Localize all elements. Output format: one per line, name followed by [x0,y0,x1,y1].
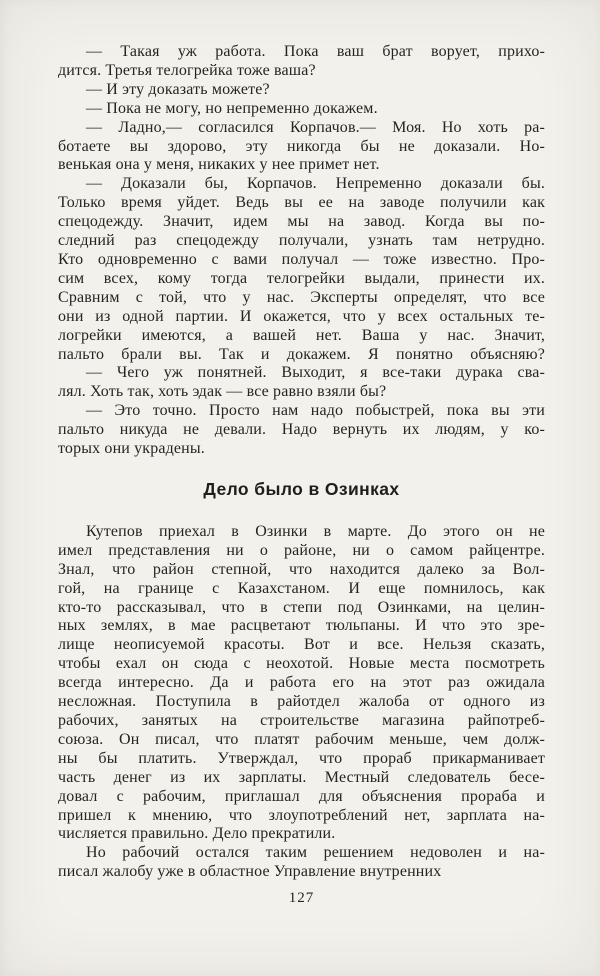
text-line: сим всех, кому тогда телогрейки выдали, принести их. [58,269,545,287]
text-line: лище неописуемой красоты. Вот и все. Нельзя сказать, [58,636,545,654]
text-line: спецодежду. Значит, идем мы на завод. Когда вы по- [58,213,545,231]
text-line: пришел к мнению, что злоупотреблений нет, зарплата на- [58,806,545,824]
text-line: имел представления ни о районе, ни о самом райцентре. [58,541,545,559]
paragraph [58,364,545,402]
text-line: кто-то рассказывал, что в степи под Озинками, на целин- [58,598,545,616]
story-block [58,523,545,882]
paragraph [58,523,545,844]
text-line: — Ладно,— согласился Корпачов.— Моя. Но хоть ра- [86,118,545,136]
paragraph [58,100,545,119]
text-line: — Такая уж работа. Пока ваш брат ворует, прихо- [86,43,545,60]
paragraph [58,402,545,459]
text-line: пальто никуда не девали. Надо вернуть их людям, у ко- [58,421,545,439]
text-line: лял. Хоть так, хоть эдак — все равно взяли бы? [58,383,387,401]
text-line: пальто брали вы. Так и докажем. Я понятно объясняю? [58,345,545,363]
text-line: числяется правильно. Дело прекратили. [58,825,336,843]
text-line: логрейки имеются, а вашей нет. Ваша у нас. Значит, [58,326,545,344]
text-line: всегда интересно. Да и работа его на этот раз ожидала [58,674,545,692]
text-line: венькая она у меня, никаких у нее примет нет. [58,156,380,174]
text-line: писал жалобу уже в областное Управление внутренних [58,863,442,881]
text-line: Но рабочий остался таким решением недоволен и на- [86,844,545,862]
text-line: — Чего уж понятней. Выходит, я все-таки дурака сва- [86,364,545,382]
text-line: Кутепов приехал в Озинки в марте. До этого он не [86,522,545,540]
paragraph [58,43,545,81]
text-line: дится. Третья телогрейка тоже ваша? [58,61,316,79]
text-line: несложная. Поступила в райотдел жалоба от одного из [58,693,545,711]
text-line: они из одной партии. И окажется, что у всех остальных те- [58,307,545,325]
text-line: следний раз спецодежду получали, узнать там нетрудно. [58,232,545,250]
text-line: союза. Он писал, что платят рабочим меньше, чем долж- [58,730,545,748]
text-line: — Пока не могу, но непременно докажем. [86,99,378,117]
text-line: чтобы ехал он сюда с неохотой. Новые места посмотреть [58,655,545,673]
text-line: Только время уйдет. Ведь вы ее на заводе получили как [58,194,545,212]
text-line: — Доказали бы, Корпачов. Непременно доказали бы. [86,175,545,193]
text-line: — И эту доказать можете? [86,80,270,98]
text-line: Кто одновременно с вами получал — тоже известно. Про- [58,250,545,268]
text-line: рабочих, занятых на строительстве магазина райпотреб- [58,712,545,729]
paragraph [58,81,545,100]
text-line: часть денег из их зарплаты. Местный следователь бесе- [58,768,545,786]
paragraph [58,844,545,882]
text-line: ны бы платить. Утверждал, что прораб прикарманивает [58,749,545,767]
paragraph [58,119,545,176]
text-column [58,43,545,907]
text-line: ботаете вы здорово, эту никогда бы не доказали. Но- [58,137,545,155]
text-line: ных землях, в мае расцветают тюльпаны. И что это зре- [58,617,545,635]
section-heading: Дело было в Озинках [203,478,400,499]
text-line: гой, на границе с Казахстаном. И еще помнилось, как [58,579,545,597]
paragraph [58,175,545,364]
text-line: довал с рабочим, приглашал для объяснения прораба и [58,787,545,805]
dialogue-block [58,43,545,459]
page-number: 127 [288,890,315,907]
text-line: — Это точно. Просто нам надо побыстрей, пока вы эти [86,402,545,420]
text-line: Сравним с той, что у нас. Эксперты определят, что все [58,288,545,306]
text-line: Знал, что район степной, что находится далеко за Вол- [58,560,545,578]
text-line: торых они украдены. [58,440,205,458]
